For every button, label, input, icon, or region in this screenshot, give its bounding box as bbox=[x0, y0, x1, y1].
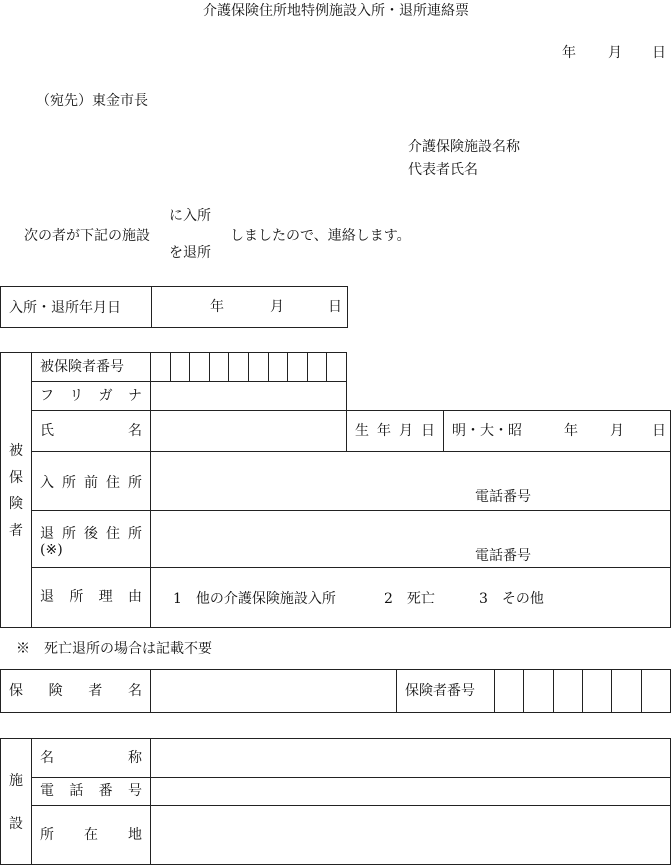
note-text: ※ 死亡退所の場合は記載不要 bbox=[16, 641, 212, 657]
insurer-name-field[interactable] bbox=[150, 669, 397, 713]
digit-box[interactable] bbox=[209, 353, 229, 381]
digit-box[interactable] bbox=[582, 670, 611, 712]
statement-option-admit: に入所 bbox=[169, 208, 211, 224]
insured-side-label: 被 保 険 者 bbox=[0, 352, 32, 628]
statement-suffix: しましたので、連絡します。 bbox=[230, 228, 411, 244]
move-date-table bbox=[0, 286, 348, 328]
digit-box[interactable] bbox=[523, 670, 552, 712]
prev-phone-label: 電話番号 bbox=[475, 489, 531, 505]
digit-box[interactable] bbox=[151, 353, 170, 381]
post-address-field[interactable] bbox=[150, 510, 671, 568]
insured-number-label: 被保険者番号 bbox=[31, 352, 151, 382]
statement-option-discharge: を退所 bbox=[169, 245, 211, 261]
birth-day: 日 bbox=[652, 423, 666, 439]
name-field[interactable] bbox=[150, 410, 347, 452]
insured-section bbox=[0, 352, 671, 628]
digit-box[interactable] bbox=[641, 670, 670, 712]
post-address-label: 退 所 後 住 所 (※) bbox=[31, 510, 151, 568]
birthdate-field[interactable] bbox=[443, 410, 671, 452]
insured-number-boxes[interactable] bbox=[150, 352, 347, 382]
facility-name-field[interactable] bbox=[150, 738, 671, 778]
date-month: 月 bbox=[608, 45, 622, 61]
prev-address-field[interactable] bbox=[150, 451, 671, 511]
date-day: 日 bbox=[652, 45, 666, 61]
digit-box[interactable] bbox=[170, 353, 190, 381]
post-address-note: (※) bbox=[40, 542, 63, 558]
digit-box[interactable] bbox=[326, 353, 346, 381]
digit-box[interactable] bbox=[268, 353, 288, 381]
facility-side-label: 施 設 bbox=[0, 738, 32, 865]
move-date-year: 年 bbox=[210, 299, 224, 315]
digit-box[interactable] bbox=[287, 353, 307, 381]
move-date-field[interactable] bbox=[152, 287, 348, 328]
move-date-day: 日 bbox=[328, 299, 342, 315]
insurer-number-label: 保険者番号 bbox=[396, 669, 495, 713]
statement-prefix: 次の者が下記の施設 bbox=[24, 228, 150, 244]
date-year: 年 bbox=[562, 45, 576, 61]
digit-box[interactable] bbox=[228, 353, 248, 381]
insurer-section bbox=[0, 669, 671, 713]
furigana-field[interactable] bbox=[150, 381, 347, 411]
digit-box[interactable] bbox=[553, 670, 582, 712]
digit-box[interactable] bbox=[307, 353, 327, 381]
facility-phone-field[interactable] bbox=[150, 777, 671, 806]
insurer-number-boxes[interactable] bbox=[494, 669, 671, 713]
insurer-name-label: 保 険 者 名 bbox=[0, 669, 151, 713]
facility-phone-label: 電 話 番 号 bbox=[31, 777, 151, 806]
birthdate-label: 生 年 月 日 bbox=[346, 410, 444, 452]
digit-box[interactable] bbox=[189, 353, 209, 381]
facility-location-label: 所 在 地 bbox=[31, 805, 151, 865]
name-label: 氏 名 bbox=[31, 410, 151, 452]
prev-address-label: 入 所 前 住 所 bbox=[31, 451, 151, 511]
move-date-month: 月 bbox=[270, 299, 284, 315]
furigana-label: フ リ ガ ナ bbox=[31, 381, 151, 411]
form-title: 介護保険住所地特例施設入所・退所連絡票 bbox=[203, 3, 469, 19]
reason-field[interactable] bbox=[150, 567, 671, 628]
facility-location-field[interactable] bbox=[150, 805, 671, 865]
addressee: （宛先）東金市長 bbox=[36, 93, 148, 109]
birth-eras: 明・大・昭 bbox=[452, 423, 522, 439]
birth-year: 年 bbox=[564, 423, 578, 439]
reason-option-3[interactable]: 3 その他 bbox=[479, 591, 544, 607]
representative-name-label: 代表者氏名 bbox=[408, 162, 478, 178]
facility-section bbox=[0, 738, 671, 865]
digit-box[interactable] bbox=[495, 670, 523, 712]
digit-box[interactable] bbox=[248, 353, 268, 381]
move-date-label: 入所・退所年月日 bbox=[1, 287, 152, 328]
facility-name-label: 介護保険施設名称 bbox=[408, 139, 520, 155]
facility-name-label: 名 称 bbox=[31, 738, 151, 778]
post-phone-label: 電話番号 bbox=[475, 548, 531, 564]
digit-box[interactable] bbox=[611, 670, 640, 712]
birth-month: 月 bbox=[610, 423, 624, 439]
reason-label: 退 所 理 由 bbox=[31, 567, 151, 628]
reason-option-2[interactable]: 2 死亡 bbox=[384, 591, 435, 607]
reason-option-1[interactable]: 1 他の介護保険施設入所 bbox=[173, 591, 336, 607]
